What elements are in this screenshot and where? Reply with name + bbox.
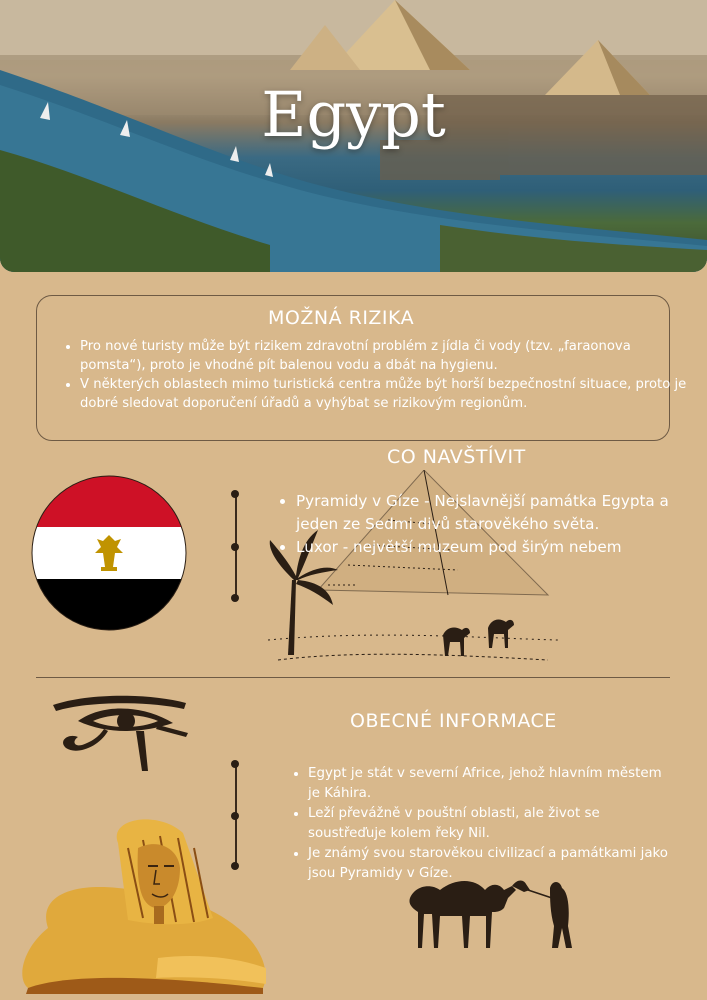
- info-list: [290, 764, 668, 884]
- risks-list: [62, 337, 690, 413]
- list-item: • Leží převážně v pouštní oblasti, ale život se soustřeďuje kolem řeky Nil.: [308, 804, 668, 844]
- page-title: Egypt: [261, 78, 446, 151]
- list-item: • Pyramidy v Gíze - Nejslavnější památka Egypta a jeden ze Sedmi divů starověkého světa.: [296, 490, 686, 536]
- list-item: • Je známý svou starověkou civilizací a památkami jako jsou Pyramidy v Gíze.: [308, 844, 668, 884]
- timeline-dot: [231, 760, 239, 768]
- section-divider: [36, 677, 670, 678]
- timeline-dot: [231, 490, 239, 498]
- camel-rider-silhouette: [400, 868, 610, 958]
- eye-of-horus-icon: [48, 693, 188, 783]
- hero-image: [0, 0, 707, 272]
- list-item: • Egypt je stát v severní Africe, jehož hlavním městem je Káhira.: [308, 764, 668, 804]
- risks-title: MOŽNÁ RIZIKA: [268, 307, 415, 329]
- visit-title: CO NAVŠTÍVIT: [387, 446, 526, 468]
- info-title: OBECNÉ INFORMACE: [350, 710, 557, 732]
- timeline-dot: [231, 594, 239, 602]
- timeline-dot: [231, 543, 239, 551]
- list-item: • V některých oblastech mimo turistická centra může být horší bezpečnostní situace, proto je dobré sledovat doporučení úřadů a vyhýbat se rizikovým regionům.: [80, 375, 690, 413]
- sphinx-illustration: [8, 808, 278, 998]
- list-item: • Luxor - největší muzeum pod širým nebem: [296, 536, 686, 559]
- list-item: • Pro nové turisty může být rizikem zdravotní problém z jídla či vody (tzv. „faraonova pomsta“), proto je vhodné pít balenou vodu a dbát na hygienu.: [80, 337, 690, 375]
- egypt-flag-icon: [31, 475, 187, 631]
- visit-list: [278, 490, 686, 559]
